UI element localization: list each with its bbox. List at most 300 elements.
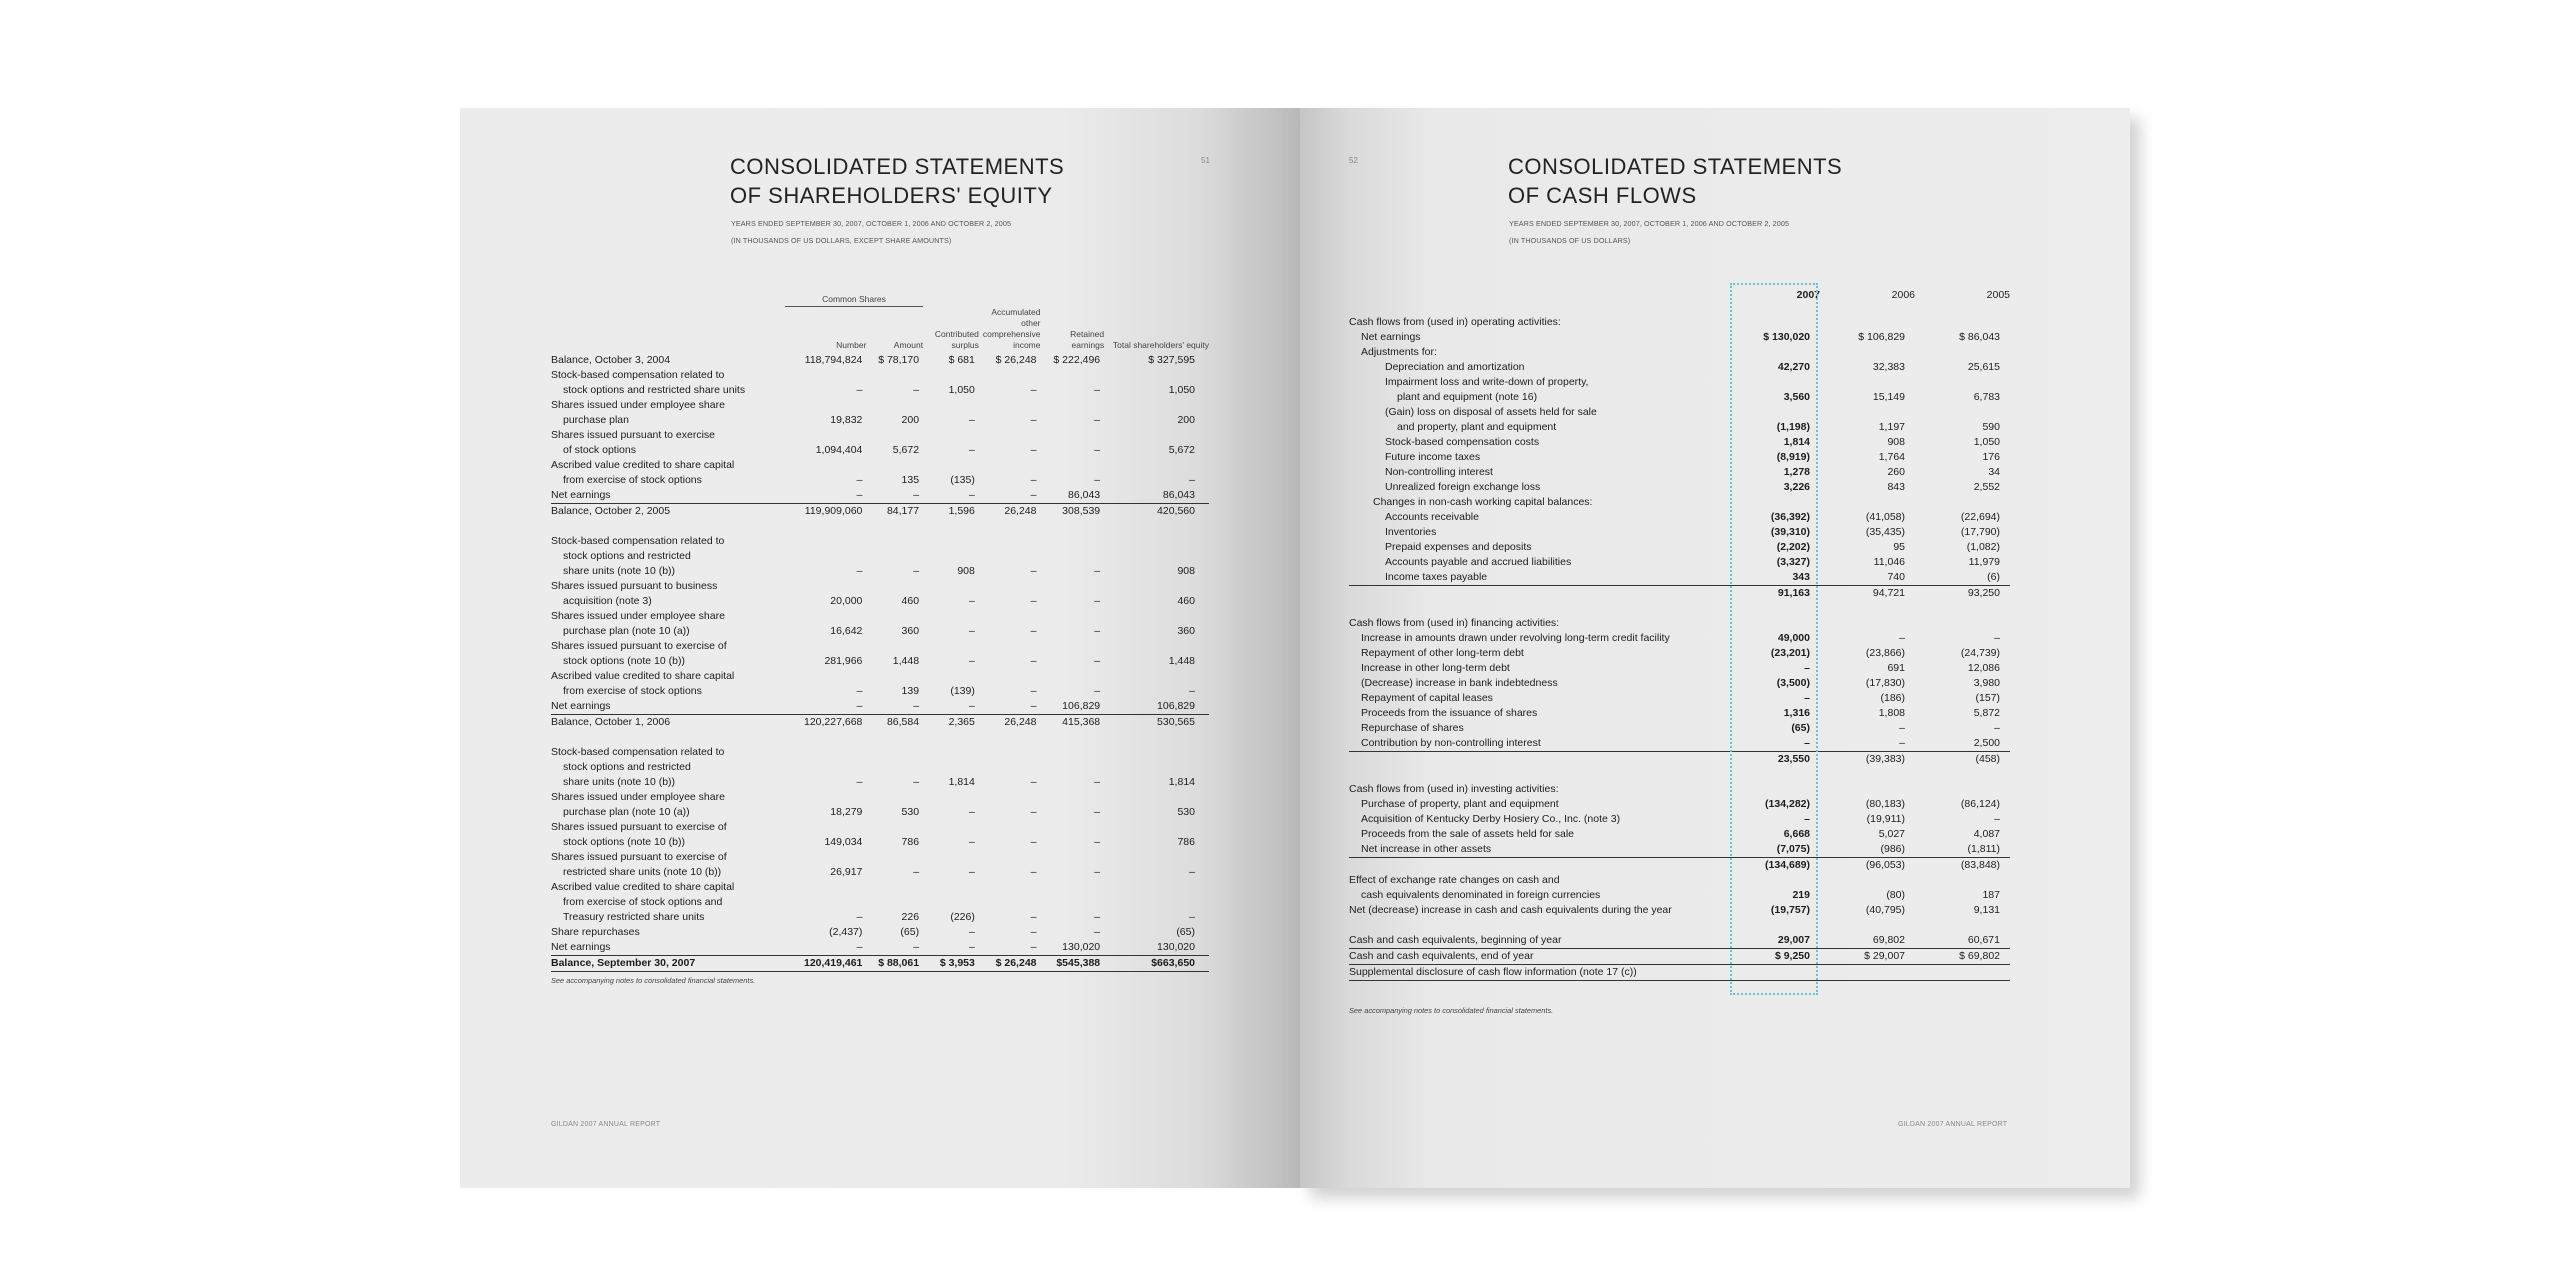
- table-row: [1349, 480, 2010, 495]
- table-row: [1349, 661, 2010, 676]
- table-cell: 908: [1177, 564, 1195, 577]
- table-cell: [923, 669, 979, 684]
- table-cell: (1,198): [1776, 421, 1810, 433]
- row-label: Cash flows from (used in) financing activities:: [1349, 617, 1560, 629]
- table-cell: 1,814: [1783, 436, 1810, 448]
- table-cell: [866, 760, 923, 775]
- table-header-row: [1349, 290, 2010, 315]
- table-row: [1349, 812, 2010, 827]
- table-row: [1349, 676, 2010, 691]
- table-row: [551, 669, 1209, 684]
- row-label: Net earnings: [551, 699, 785, 715]
- table-cell: –: [1030, 413, 1037, 426]
- table-header-row: [551, 307, 1209, 353]
- row-label: Ascribed value credited to share capital: [551, 458, 735, 471]
- right-page: [1300, 108, 2130, 1188]
- table-row: [551, 925, 1209, 940]
- row-label: Net earnings: [1361, 331, 1421, 343]
- table-cell: [923, 745, 979, 760]
- column-header: 2005: [1986, 289, 2010, 301]
- table-row: [1349, 691, 2010, 706]
- table-cell: $ 29,007: [1820, 949, 1915, 965]
- table-cell: (7,075): [1724, 842, 1820, 858]
- table-cell: 26,917: [830, 865, 863, 878]
- table-cell: [1820, 918, 1915, 933]
- row-label: [1349, 586, 1724, 602]
- row-label: [1349, 858, 1724, 874]
- table-cell: 1,197: [1878, 421, 1905, 433]
- table-cell: 360: [1177, 624, 1195, 637]
- table-cell: 3,980: [1973, 677, 2000, 689]
- table-cell: [979, 458, 1041, 473]
- table-cell: [1041, 534, 1105, 549]
- table-row: [551, 865, 1209, 880]
- row-label: Balance, September 30, 2007: [551, 955, 785, 971]
- table-cell: 93,250: [1967, 587, 2000, 599]
- subtitle: [1509, 215, 1789, 249]
- table-cell: 42,270: [1777, 361, 1810, 373]
- table-row: [551, 353, 1209, 368]
- subtitle-units: (IN THOUSANDS OF US DOLLARS, EXCEPT SHARE AMOUNTS): [731, 236, 952, 245]
- table-cell: [1041, 519, 1105, 534]
- row-label: of stock options: [563, 443, 636, 456]
- table-cell: [923, 880, 979, 895]
- row-label: Shares issued under employee share: [551, 609, 725, 622]
- row-label: Supplemental disclosure of cash flow information (note 17 (c)): [1349, 965, 1724, 981]
- table-cell: [785, 428, 866, 443]
- table-cell: [866, 820, 923, 835]
- table-cell: [923, 790, 979, 805]
- column-selection-highlight[interactable]: [1730, 283, 1818, 995]
- table-cell: $ 88,061: [866, 955, 923, 971]
- table-cell: 460: [901, 594, 920, 607]
- row-label: Stock-based compensation related to: [551, 534, 725, 547]
- table-cell: –: [969, 654, 975, 667]
- row-label: Treasury restricted share units: [563, 910, 705, 923]
- table-row: [1349, 903, 2010, 918]
- table-cell: [1915, 495, 2010, 510]
- row-label: [1349, 752, 1724, 768]
- left-page: [460, 108, 1300, 1188]
- row-label: (Decrease) increase in bank indebtedness: [1361, 677, 1558, 689]
- row-label: [551, 730, 785, 745]
- row-label: Stock-based compensation costs: [1385, 436, 1540, 448]
- table-cell: [1041, 880, 1105, 895]
- table-cell: –: [969, 865, 975, 878]
- table-cell: (134,282): [1765, 798, 1810, 810]
- table-cell: 16,642: [830, 624, 863, 637]
- table-cell: [1820, 315, 1915, 330]
- table-row: [1349, 767, 2010, 782]
- table-cell: 106,829: [1041, 699, 1105, 715]
- table-cell: (24,739): [1960, 647, 2000, 659]
- header-spacer: [551, 307, 785, 353]
- row-label: Ascribed value credited to share capital: [551, 880, 735, 893]
- table-cell: –: [969, 925, 975, 938]
- title-line-1: CONSOLIDATED STATEMENTS: [1508, 154, 1843, 179]
- table-cell: –: [1030, 624, 1037, 637]
- table-cell: [1820, 375, 1915, 390]
- table-row: [1349, 315, 2010, 330]
- table-cell: –: [856, 910, 863, 923]
- row-label: [1349, 918, 1724, 933]
- table-cell: –: [866, 940, 923, 956]
- table-cell: (23,201): [1770, 647, 1810, 659]
- table-cell: [979, 428, 1041, 443]
- table-cell: 1,814: [1168, 775, 1195, 788]
- row-label: Future income taxes: [1385, 451, 1481, 463]
- table-cell: –: [1899, 632, 1905, 644]
- row-label: Shares issued pursuant to exercise of: [551, 820, 727, 833]
- table-cell: [785, 398, 866, 413]
- table-cell: [1104, 579, 1209, 594]
- table-cell: 29,007: [1724, 933, 1820, 949]
- table-cell: 200: [901, 413, 920, 426]
- table-cell: –: [1030, 865, 1037, 878]
- row-label: Prepaid expenses and deposits: [1385, 541, 1532, 553]
- column-header: 2007: [1796, 289, 1820, 301]
- table-cell: [923, 850, 979, 865]
- table-row: [1349, 888, 2010, 903]
- table-cell: 786: [1177, 835, 1195, 848]
- table-row: [551, 383, 1209, 398]
- table-cell: 176: [1982, 451, 2000, 463]
- table-cell: –: [969, 835, 975, 848]
- table-row: [1349, 918, 2010, 933]
- table-cell: –: [1094, 835, 1101, 848]
- row-label: and property, plant and equipment: [1397, 421, 1557, 433]
- table-cell: –: [979, 940, 1041, 956]
- table-row: [551, 775, 1209, 790]
- table-cell: [866, 458, 923, 473]
- table-cell: 415,368: [1062, 715, 1101, 728]
- table-cell: [785, 458, 866, 473]
- table-cell: (226): [950, 910, 975, 923]
- row-label: Ascribed value credited to share capital: [551, 669, 735, 682]
- row-label: purchase plan (note 10 (a)): [563, 805, 690, 818]
- table-cell: 139: [901, 684, 920, 697]
- table-cell: [979, 639, 1041, 654]
- row-label: Cash flows from (used in) operating activities:: [1349, 316, 1561, 328]
- table-cell: [1041, 579, 1105, 594]
- table-cell: 1,764: [1878, 451, 1905, 463]
- table-row: [1349, 949, 2010, 965]
- table-cell: $ 681: [948, 353, 975, 366]
- table-cell: –: [1804, 692, 1810, 704]
- table-cell: –: [856, 383, 863, 396]
- table-row: [551, 745, 1209, 760]
- table-cell: 1,596: [948, 504, 975, 517]
- table-cell: [1820, 767, 1915, 782]
- table-cell: [1104, 790, 1209, 805]
- table-row: [1349, 555, 2010, 570]
- table-cell: –: [1030, 654, 1037, 667]
- table-cell: [979, 895, 1041, 910]
- table-row: [1349, 435, 2010, 450]
- table-cell: [979, 534, 1041, 549]
- table-cell: –: [923, 940, 979, 956]
- table-cell: 343: [1724, 570, 1820, 586]
- table-row: [551, 488, 1209, 504]
- row-label: purchase plan: [563, 413, 629, 426]
- title-line-2: OF SHAREHOLDERS' EQUITY: [730, 183, 1053, 208]
- table-cell: [866, 609, 923, 624]
- table-cell: 49,000: [1777, 632, 1810, 644]
- table-cell: –: [913, 865, 920, 878]
- table-cell: (65): [900, 925, 920, 938]
- table-cell: [1104, 669, 1209, 684]
- table-cell: 260: [1887, 466, 1905, 478]
- table-cell: –: [1030, 775, 1037, 788]
- page-number: 51: [1201, 156, 1210, 165]
- table-cell: [1041, 428, 1105, 443]
- table-cell: 5,872: [1973, 707, 2000, 719]
- row-label: Cash and cash equivalents, end of year: [1349, 949, 1724, 965]
- table-cell: [1104, 549, 1209, 564]
- table-cell: [1104, 609, 1209, 624]
- table-row: [551, 398, 1209, 413]
- table-cell: –: [785, 488, 866, 504]
- table-cell: [1041, 850, 1105, 865]
- table-row: [551, 428, 1209, 443]
- table-cell: [785, 534, 866, 549]
- table-cell: 908: [957, 564, 975, 577]
- row-label: cash equivalents denominated in foreign currencies: [1361, 889, 1601, 901]
- table-cell: [923, 639, 979, 654]
- row-label: Income taxes payable: [1349, 570, 1724, 586]
- table-row: [551, 850, 1209, 865]
- row-label: Proceeds from the sale of assets held for sale: [1361, 828, 1575, 840]
- table-cell: 32,383: [1872, 361, 1905, 373]
- table-row: [551, 910, 1209, 925]
- table-cell: [866, 579, 923, 594]
- table-cell: [866, 398, 923, 413]
- table-cell: [923, 549, 979, 564]
- table-cell: [979, 519, 1041, 534]
- row-label: Purchase of property, plant and equipment: [1361, 798, 1559, 810]
- table-cell: (65): [1176, 925, 1195, 938]
- table-row: [551, 534, 1209, 549]
- table-row: [1349, 510, 2010, 525]
- table-row: [1349, 965, 2010, 981]
- subtitle-units: (IN THOUSANDS OF US DOLLARS): [1509, 236, 1631, 245]
- row-label: Accounts receivable: [1385, 511, 1479, 523]
- table-cell: [1104, 880, 1209, 895]
- table-cell: (19,911): [1866, 813, 1905, 825]
- table-cell: –: [1094, 775, 1101, 788]
- column-header: 2006: [1891, 289, 1915, 301]
- table-cell: (17,790): [1960, 526, 2000, 538]
- table-cell: [785, 745, 866, 760]
- table-row: [551, 820, 1209, 835]
- table-cell: –: [1724, 736, 1820, 752]
- table-cell: [923, 895, 979, 910]
- table-cell: (19,757): [1770, 904, 1810, 916]
- table-cell: (36,392): [1770, 511, 1810, 523]
- table-cell: 1,050: [1973, 436, 2000, 448]
- table-cell: 26,248: [1004, 715, 1037, 728]
- table-cell: 1,050: [948, 383, 975, 396]
- table-cell: (458): [1975, 753, 2000, 765]
- table-row: [551, 955, 1209, 971]
- table-cell: (139): [950, 684, 975, 697]
- table-row: [551, 458, 1209, 473]
- table-cell: 740: [1820, 570, 1915, 586]
- row-label: Contribution by non-controlling interest: [1349, 736, 1724, 752]
- table-cell: [923, 534, 979, 549]
- table-cell: –: [1030, 835, 1037, 848]
- table-cell: 360: [901, 624, 920, 637]
- table-cell: 460: [1177, 594, 1195, 607]
- table-cell: [1041, 609, 1105, 624]
- table-cell: [1915, 601, 2010, 616]
- row-label: [1349, 601, 1724, 616]
- table-cell: [785, 669, 866, 684]
- table-row: [551, 519, 1209, 534]
- table-cell: [923, 579, 979, 594]
- column-header: Retained earnings: [1070, 328, 1105, 350]
- table-cell: –: [1030, 594, 1037, 607]
- table-cell: –: [1030, 383, 1037, 396]
- column-header: Contributed surplus: [934, 328, 979, 350]
- row-label: Impairment loss and write-down of property,: [1385, 376, 1589, 388]
- table-cell: [785, 880, 866, 895]
- table-cell: –: [913, 775, 920, 788]
- table-cell: [923, 398, 979, 413]
- row-label: purchase plan (note 10 (a)): [563, 624, 690, 637]
- row-label: Shares issued under employee share: [551, 398, 725, 411]
- table-cell: 843: [1887, 481, 1905, 493]
- row-label: Repurchase of shares: [1361, 722, 1464, 734]
- table-cell: [866, 850, 923, 865]
- table-cell: (80): [1886, 889, 1905, 901]
- table-cell: 1,278: [1783, 466, 1810, 478]
- table-cell: 1,448: [1168, 654, 1195, 667]
- table-row: [1349, 540, 2010, 555]
- table-cell: 5,672: [892, 443, 920, 456]
- table-row: [1349, 842, 2010, 858]
- row-label: stock options and restricted: [563, 760, 691, 773]
- table-cell: (40,795): [1865, 904, 1905, 916]
- row-label: Net increase in other assets: [1349, 842, 1724, 858]
- page-footer: GILDAN 2007 ANNUAL REPORT: [551, 1121, 661, 1128]
- table-cell: 5,672: [1168, 443, 1195, 456]
- row-label: from exercise of stock options: [563, 684, 702, 697]
- row-label: Increase in other long-term debt: [1361, 662, 1510, 674]
- table-cell: [1104, 398, 1209, 413]
- table-cell: [979, 368, 1041, 383]
- table-cell: –: [866, 699, 923, 715]
- table-cell: [1104, 639, 1209, 654]
- table-row: [551, 714, 1209, 730]
- table-cell: [866, 790, 923, 805]
- table-cell: 4,087: [1973, 828, 2000, 840]
- table-cell: [979, 790, 1041, 805]
- table-cell: [1104, 458, 1209, 473]
- table-cell: [1041, 549, 1105, 564]
- row-label: Increase in amounts drawn under revolving long-term credit facility: [1361, 632, 1670, 644]
- row-label: (Gain) loss on disposal of assets held for sale: [1385, 406, 1597, 418]
- table-cell: [866, 745, 923, 760]
- table-row: [551, 654, 1209, 669]
- table-cell: [785, 579, 866, 594]
- table-cell: [979, 669, 1041, 684]
- table-cell: (23,866): [1865, 647, 1905, 659]
- table-cell: (6): [1915, 570, 2010, 586]
- table-cell: 149,034: [824, 835, 863, 848]
- table-cell: (80,183): [1865, 798, 1905, 810]
- table-cell: –: [1094, 594, 1101, 607]
- table-row: [1349, 752, 2010, 768]
- row-label: Balance, October 1, 2006: [551, 715, 671, 728]
- table-cell: [1104, 850, 1209, 865]
- table-cell: –: [1189, 473, 1195, 486]
- table-cell: $545,388: [1041, 955, 1105, 971]
- table-cell: 219: [1792, 889, 1810, 901]
- table-cell: 200: [1177, 413, 1195, 426]
- row-label: Balance, October 2, 2005: [551, 504, 671, 517]
- table-cell: 86,584: [886, 715, 920, 728]
- table-cell: –: [866, 488, 923, 504]
- table-row: [551, 413, 1209, 428]
- table-cell: [1915, 616, 2010, 631]
- subtitle-years: YEARS ENDED SEPTEMBER 30, 2007, OCTOBER 1, 2006 AND OCTOBER 2, 2005: [1509, 219, 1790, 228]
- table-cell: [866, 549, 923, 564]
- row-label: Changes in non-cash working capital balances:: [1373, 496, 1593, 508]
- table-cell: [1041, 760, 1105, 775]
- table-cell: 120,227,668: [804, 715, 863, 728]
- table-cell: 19,832: [830, 413, 863, 426]
- table-cell: $ 69,802: [1915, 949, 2010, 965]
- table-cell: 23,550: [1777, 753, 1810, 765]
- page-number: 52: [1349, 156, 1358, 165]
- row-label: Balance, October 3, 2004: [551, 353, 671, 366]
- table-cell: [1041, 669, 1105, 684]
- table-cell: –: [785, 699, 866, 715]
- table-cell: –: [923, 488, 979, 504]
- table-cell: (39,310): [1770, 526, 1810, 538]
- table-row: [1349, 360, 2010, 375]
- table-cell: 308,539: [1062, 504, 1101, 517]
- table-row: [551, 790, 1209, 805]
- table-cell: –: [856, 684, 863, 697]
- table-cell: –: [969, 413, 975, 426]
- table-cell: 420,560: [1157, 504, 1195, 517]
- table-cell: 2,365: [948, 715, 975, 728]
- table-cell: 1,050: [1168, 383, 1195, 396]
- table-cell: [1104, 820, 1209, 835]
- subtitle-years: YEARS ENDED SEPTEMBER 30, 2007, OCTOBER 1, 2006 AND OCTOBER 2, 2005: [731, 219, 1012, 228]
- table-cell: 86,043: [1041, 488, 1105, 504]
- table-row: [1349, 495, 2010, 510]
- table-cell: –: [1030, 925, 1037, 938]
- table-cell: 1,316: [1783, 707, 1810, 719]
- table-cell: –: [785, 940, 866, 956]
- table-cell: (2,202): [1776, 541, 1810, 553]
- table-cell: 281,966: [824, 654, 863, 667]
- table-cell: 130,020: [1104, 940, 1209, 956]
- table-row: [551, 835, 1209, 850]
- subtitle: [731, 215, 1011, 249]
- footnote: See accompanying notes to consolidated financial statements.: [551, 976, 756, 985]
- table-cell: –: [1189, 684, 1195, 697]
- table-cell: [1104, 534, 1209, 549]
- table-cell: –: [1094, 564, 1101, 577]
- table-cell: –: [856, 473, 863, 486]
- table-cell: –: [1094, 865, 1101, 878]
- table-cell: –: [979, 488, 1041, 504]
- column-header: Amount: [893, 339, 924, 350]
